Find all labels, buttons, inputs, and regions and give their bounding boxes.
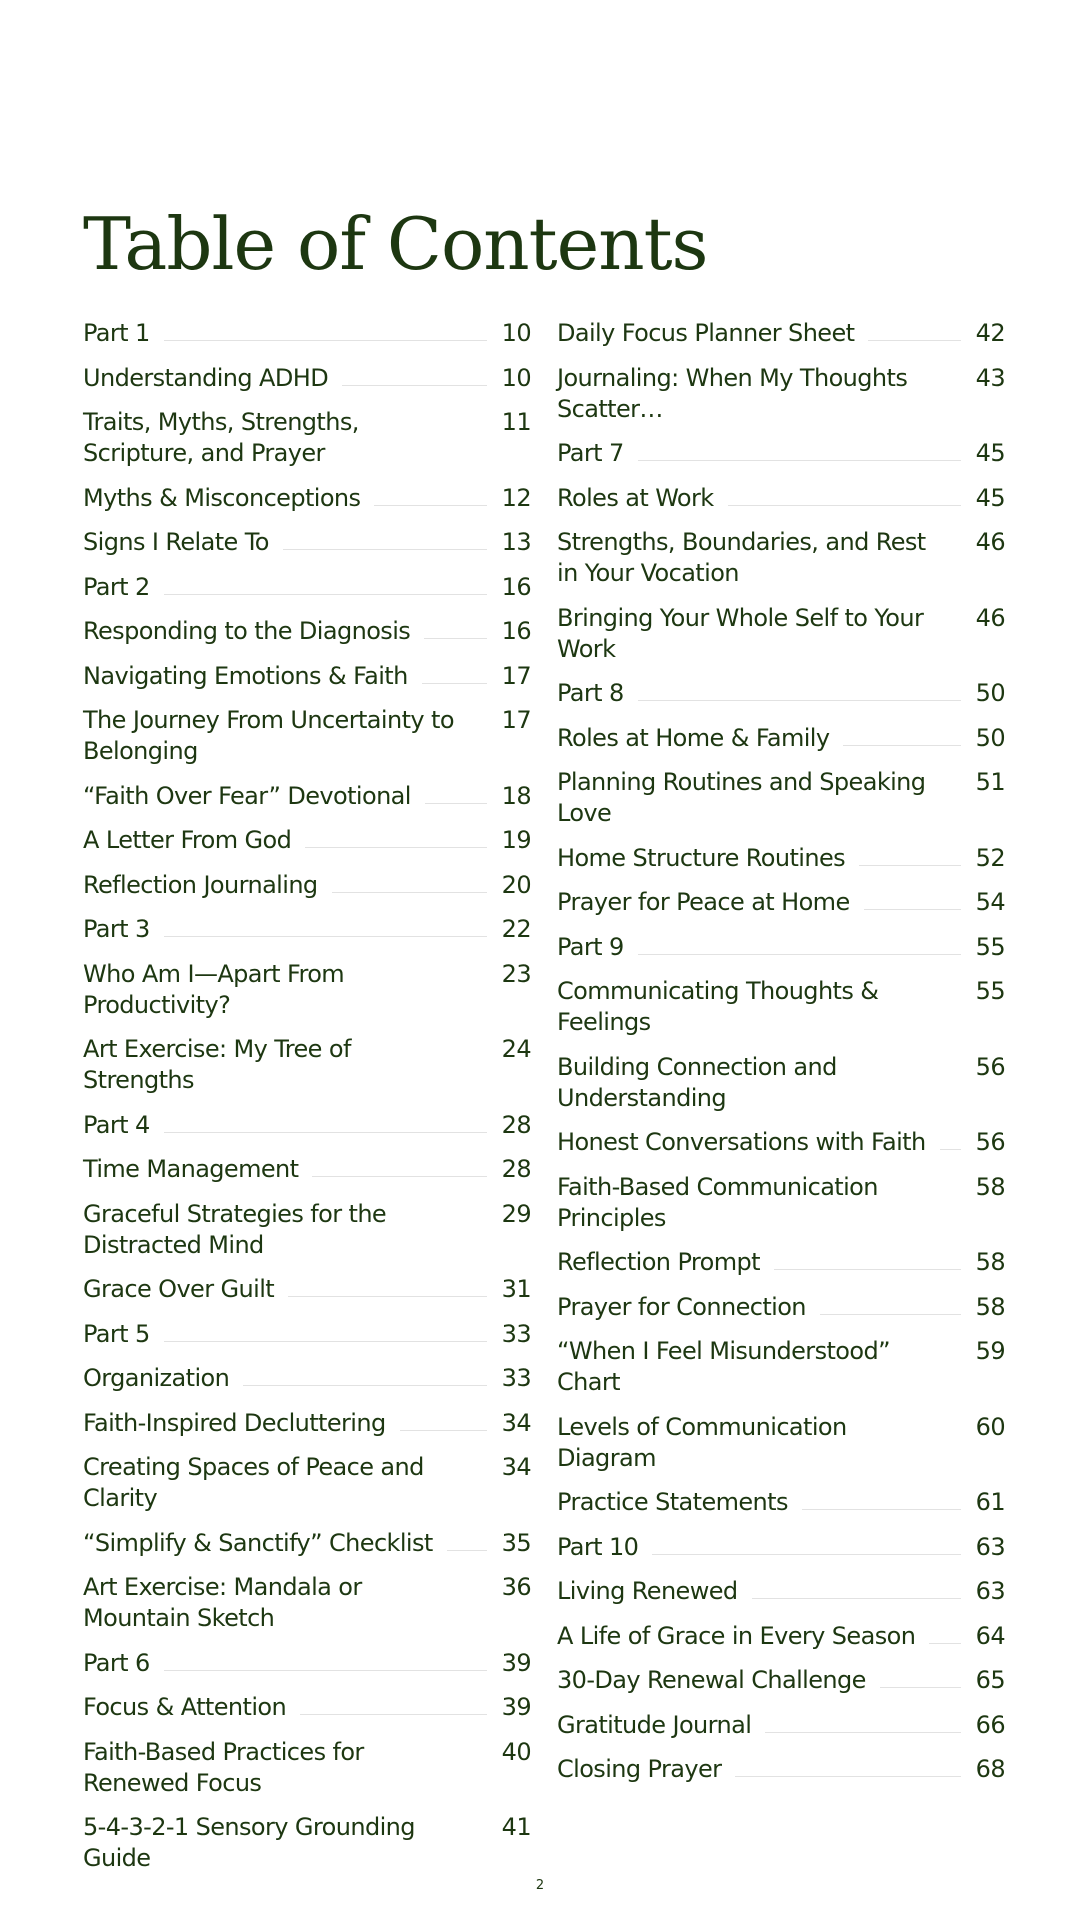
toc-entry-page-number: 61 (975, 1488, 1005, 1516)
toc-entry[interactable] (83, 527, 531, 558)
toc-dot-leader (820, 1314, 961, 1315)
toc-entry-title: Roles at Work (557, 483, 714, 512)
toc-entry[interactable] (557, 1127, 1005, 1158)
toc-entry-title: Part 7 (557, 439, 624, 467)
toc-entry-title: Honest Conversations with Faith (557, 1128, 926, 1156)
toc-entry[interactable] (557, 1487, 1005, 1518)
toc-entry-title: Prayer for Peace at Home (557, 888, 850, 916)
toc-entry-title: Part 2 (83, 572, 150, 601)
toc-entry[interactable] (557, 1052, 1005, 1114)
toc-entry[interactable] (83, 1812, 531, 1874)
toc-entry-page-number: 55 (975, 932, 1005, 961)
toc-entry-page-number: 40 (501, 1737, 531, 1766)
toc-entry[interactable] (557, 887, 1005, 918)
toc-entry[interactable] (557, 1576, 1005, 1607)
toc-entry-title: Art Exercise: My Tree of Strengths (83, 1035, 351, 1094)
toc-entry[interactable] (83, 825, 531, 856)
toc-entry-title: Daily Focus Planner Sheet (557, 319, 855, 347)
toc-dot-leader (802, 1509, 961, 1510)
toc-entry[interactable] (557, 363, 1005, 425)
toc-entry-title: Organization (83, 1364, 230, 1392)
toc-entry-title: Communicating Thoughts & Feelings (557, 977, 879, 1036)
toc-entry-title: Creating Spaces of Peace and Clarity (83, 1453, 424, 1512)
toc-dot-leader (735, 1776, 961, 1777)
toc-entry-title: Part 6 (83, 1648, 150, 1677)
toc-entry-title: Time Management (83, 1155, 299, 1183)
toc-entry-page-number: 22 (501, 915, 531, 943)
toc-entry-title: A Life of Grace in Every Season (557, 1621, 916, 1650)
toc-entry[interactable] (83, 959, 531, 1021)
toc-dot-leader (164, 1132, 487, 1133)
toc-entry-title: Who Am I—Apart From Productivity? (83, 959, 345, 1019)
toc-entry[interactable] (83, 318, 531, 349)
toc-entry-title: Myths & Misconceptions (83, 483, 361, 512)
toc-entry-title: Grace Over Guilt (83, 1275, 275, 1303)
toc-entry[interactable] (83, 483, 531, 514)
toc-entry-title: Gratitude Journal (557, 1710, 752, 1739)
toc-entry-page-number: 58 (975, 1172, 1005, 1201)
toc-entry-page-number: 10 (501, 319, 531, 347)
toc-entry[interactable] (83, 616, 531, 647)
toc-entry-title: Journaling: When My Thoughts Scatter… (557, 363, 908, 423)
toc-dot-leader (859, 865, 961, 866)
toc-entry-page-number: 28 (501, 1155, 531, 1183)
toc-entry[interactable] (557, 843, 1005, 874)
toc-dot-leader (332, 892, 487, 893)
toc-entry[interactable] (557, 1621, 1005, 1652)
toc-entry-page-number: 41 (501, 1813, 531, 1841)
toc-entry-page-number: 33 (501, 1364, 531, 1392)
toc-entry-title: Strengths, Boundaries, and Rest in Your Vocation (557, 528, 926, 587)
toc-entry-page-number: 65 (975, 1666, 1005, 1694)
toc-entry-title: Faith-Based Practices for Renewed Focus (83, 1737, 364, 1797)
toc-entry[interactable] (557, 603, 1005, 665)
toc-dot-leader (638, 460, 961, 461)
toc-entry[interactable] (557, 1247, 1005, 1278)
toc-entry[interactable] (83, 1452, 531, 1514)
page-title: Table of Contents (83, 202, 708, 286)
toc-dot-leader (843, 745, 961, 746)
toc-dot-leader (774, 1269, 961, 1270)
toc-entry-page-number: 42 (975, 319, 1005, 347)
toc-entry[interactable] (83, 661, 531, 692)
toc-entry-title: The Journey From Uncertainty to Belonging (83, 706, 454, 765)
toc-entry-page-number: 11 (501, 408, 531, 436)
toc-entry-page-number: 24 (501, 1035, 531, 1063)
toc-entry-title: Planning Routines and Speaking Love (557, 768, 926, 827)
toc-entry[interactable] (83, 781, 531, 812)
toc-entry-page-number: 20 (501, 870, 531, 899)
toc-dot-leader (880, 1687, 961, 1688)
toc-entry-title: “Simplify & Sanctify” Checklist (83, 1528, 433, 1557)
toc-entry-page-number: 18 (501, 781, 531, 810)
toc-entry-page-number: 59 (975, 1337, 1005, 1365)
toc-dot-leader (164, 1670, 487, 1671)
toc-entry-title: Signs I Relate To (83, 528, 269, 556)
toc-dot-leader (868, 340, 961, 341)
toc-entry-title: Traits, Myths, Strengths, Scripture, and Prayer (83, 408, 359, 467)
toc-entry-page-number: 45 (975, 439, 1005, 467)
toc-entry[interactable] (557, 1710, 1005, 1741)
toc-entry-page-number: 63 (975, 1577, 1005, 1605)
toc-entry[interactable] (557, 527, 1005, 589)
toc-entry-page-number: 17 (501, 661, 531, 690)
toc-dot-leader (652, 1554, 961, 1555)
toc-dot-leader (400, 1430, 487, 1431)
toc-column-left (83, 318, 531, 1888)
toc-entry-page-number: 52 (975, 843, 1005, 872)
toc-entry[interactable] (557, 1665, 1005, 1696)
toc-entry-page-number: 56 (975, 1052, 1005, 1081)
toc-dot-leader (940, 1149, 961, 1150)
toc-entry[interactable] (83, 1199, 531, 1261)
toc-entry-title: Part 1 (83, 319, 150, 347)
toc-column-right (557, 318, 1005, 1799)
toc-entry[interactable] (83, 870, 531, 901)
toc-entry-title: Graceful Strategies for the Distracted Mind (83, 1199, 387, 1259)
toc-entry-page-number: 58 (975, 1292, 1005, 1321)
toc-entry[interactable] (557, 1754, 1005, 1785)
toc-dot-leader (374, 505, 487, 506)
toc-dot-leader (164, 1341, 487, 1342)
toc-entry-title: Prayer for Connection (557, 1292, 806, 1321)
toc-entry-title: Responding to the Diagnosis (83, 617, 411, 645)
toc-entry-page-number: 68 (975, 1755, 1005, 1783)
toc-entry-title: Understanding ADHD (83, 363, 329, 392)
toc-entry-page-number: 17 (501, 706, 531, 734)
toc-entry-page-number: 16 (501, 617, 531, 645)
toc-entry-page-number: 31 (501, 1275, 531, 1303)
toc-dot-leader (283, 549, 487, 550)
toc-entry-title: Reflection Prompt (557, 1248, 760, 1276)
toc-entry[interactable] (557, 483, 1005, 514)
toc-entry-page-number: 34 (501, 1408, 531, 1437)
toc-entry-page-number: 64 (975, 1621, 1005, 1650)
toc-dot-leader (164, 594, 487, 595)
toc-entry[interactable] (83, 914, 531, 945)
toc-entry-title: “When I Feel Misunderstood” Chart (557, 1337, 890, 1396)
toc-dot-leader (243, 1385, 487, 1386)
toc-entry-page-number: 36 (501, 1573, 531, 1601)
toc-entry-title: Reflection Journaling (83, 870, 318, 899)
toc-entry-title: Closing Prayer (557, 1755, 722, 1783)
toc-entry[interactable] (557, 1292, 1005, 1323)
toc-entry[interactable] (83, 705, 531, 767)
toc-entry-page-number: 63 (975, 1532, 1005, 1561)
toc-entry-page-number: 60 (975, 1412, 1005, 1441)
toc-entry-page-number: 39 (501, 1693, 531, 1721)
toc-entry-title: Roles at Home & Family (557, 723, 830, 752)
toc-entry[interactable] (83, 572, 531, 603)
toc-entry[interactable] (557, 1172, 1005, 1234)
toc-entry[interactable] (557, 767, 1005, 829)
toc-entry[interactable] (83, 1648, 531, 1679)
toc-entry-title: Levels of Communication Diagram (557, 1412, 847, 1472)
toc-entry-page-number: 46 (975, 528, 1005, 556)
toc-entry-title: 5-4-3-2-1 Sensory Grounding Guide (83, 1813, 415, 1872)
toc-entry-page-number: 10 (501, 363, 531, 392)
toc-entry[interactable] (83, 1528, 531, 1559)
toc-dot-leader (929, 1643, 961, 1644)
toc-entry[interactable] (557, 976, 1005, 1038)
toc-entry-title: Focus & Attention (83, 1693, 287, 1721)
page-number: 2 (535, 1878, 545, 1893)
toc-entry-page-number: 19 (501, 826, 531, 854)
toc-entry-title: Home Structure Routines (557, 843, 846, 872)
toc-entry-title: “Faith Over Fear” Devotional (83, 781, 411, 810)
toc-entry-page-number: 43 (975, 363, 1005, 392)
toc-dot-leader (752, 1598, 961, 1599)
toc-entry-title: Building Connection and Understanding (557, 1052, 837, 1112)
toc-entry-page-number: 29 (501, 1199, 531, 1228)
toc-entry-page-number: 33 (501, 1319, 531, 1348)
toc-entry[interactable] (557, 723, 1005, 754)
toc-entry-title: Faith-Based Communication Principles (557, 1172, 878, 1232)
toc-entry[interactable] (557, 1412, 1005, 1474)
toc-entry-title: Part 9 (557, 932, 624, 961)
toc-entry-title: Part 3 (83, 915, 150, 943)
toc-entry-page-number: 51 (975, 768, 1005, 796)
toc-entry-title: Part 10 (557, 1532, 639, 1561)
toc-entry-page-number: 50 (975, 723, 1005, 752)
toc-dot-leader (765, 1732, 961, 1733)
toc-entry-page-number: 28 (501, 1110, 531, 1139)
toc-dot-leader (864, 909, 961, 910)
toc-entry[interactable] (83, 1274, 531, 1305)
toc-entry-title: Part 8 (557, 679, 624, 707)
toc-entry[interactable] (83, 1363, 531, 1394)
toc-entry[interactable] (557, 932, 1005, 963)
toc-entry[interactable] (83, 407, 531, 469)
toc-entry-page-number: 54 (975, 888, 1005, 916)
toc-dot-leader (422, 683, 487, 684)
toc-dot-leader (447, 1550, 487, 1551)
toc-entry-title: Practice Statements (557, 1488, 788, 1516)
toc-entry[interactable] (557, 1532, 1005, 1563)
toc-dot-leader (342, 385, 487, 386)
toc-entry-title: Faith-Inspired Decluttering (83, 1408, 386, 1437)
toc-dot-leader (424, 638, 487, 639)
toc-entry[interactable] (557, 678, 1005, 709)
toc-entry-title: Art Exercise: Mandala or Mountain Sketch (83, 1573, 362, 1632)
toc-entry[interactable] (83, 1692, 531, 1723)
toc-entry-page-number: 46 (975, 603, 1005, 632)
toc-dot-leader (164, 936, 487, 937)
toc-entry[interactable] (83, 1319, 531, 1350)
toc-entry-page-number: 13 (501, 528, 531, 556)
toc-entry-page-number: 45 (975, 483, 1005, 512)
toc-dot-leader (728, 505, 961, 506)
toc-entry[interactable] (557, 438, 1005, 469)
toc-entry[interactable] (83, 1572, 531, 1634)
toc-dot-leader (300, 1714, 487, 1715)
toc-dot-leader (638, 954, 961, 955)
toc-entry-page-number: 55 (975, 977, 1005, 1005)
toc-entry-page-number: 23 (501, 959, 531, 988)
toc-entry-title: A Letter From God (83, 826, 292, 854)
toc-entry-page-number: 66 (975, 1710, 1005, 1739)
toc-entry-page-number: 34 (501, 1453, 531, 1481)
toc-entry-page-number: 35 (501, 1528, 531, 1557)
toc-entry-title: Part 5 (83, 1319, 150, 1348)
toc-dot-leader (312, 1176, 487, 1177)
toc-entry-title: Bringing Your Whole Self to Your Work (557, 603, 924, 663)
toc-entry-page-number: 39 (501, 1648, 531, 1677)
toc-entry[interactable] (557, 1336, 1005, 1398)
toc-dot-leader (164, 340, 487, 341)
toc-entry[interactable] (557, 318, 1005, 349)
toc-entry-title: Part 4 (83, 1110, 150, 1139)
toc-entry-page-number: 50 (975, 679, 1005, 707)
toc-entry-page-number: 12 (501, 483, 531, 512)
toc-entry[interactable] (83, 363, 531, 394)
toc-entry-title: 30-Day Renewal Challenge (557, 1666, 866, 1694)
toc-entry-title: Living Renewed (557, 1577, 738, 1605)
toc-entry-page-number: 16 (501, 572, 531, 601)
toc-dot-leader (425, 803, 487, 804)
toc-entry-page-number: 58 (975, 1248, 1005, 1276)
toc-entry[interactable] (83, 1737, 531, 1799)
toc-entry[interactable] (83, 1034, 531, 1096)
toc-entry-title: Navigating Emotions & Faith (83, 661, 408, 690)
toc-entry-page-number: 56 (975, 1128, 1005, 1156)
toc-dot-leader (638, 700, 961, 701)
toc-entry[interactable] (83, 1154, 531, 1185)
toc-dot-leader (288, 1296, 487, 1297)
toc-entry[interactable] (83, 1110, 531, 1141)
toc-dot-leader (305, 847, 487, 848)
toc-entry[interactable] (83, 1408, 531, 1439)
